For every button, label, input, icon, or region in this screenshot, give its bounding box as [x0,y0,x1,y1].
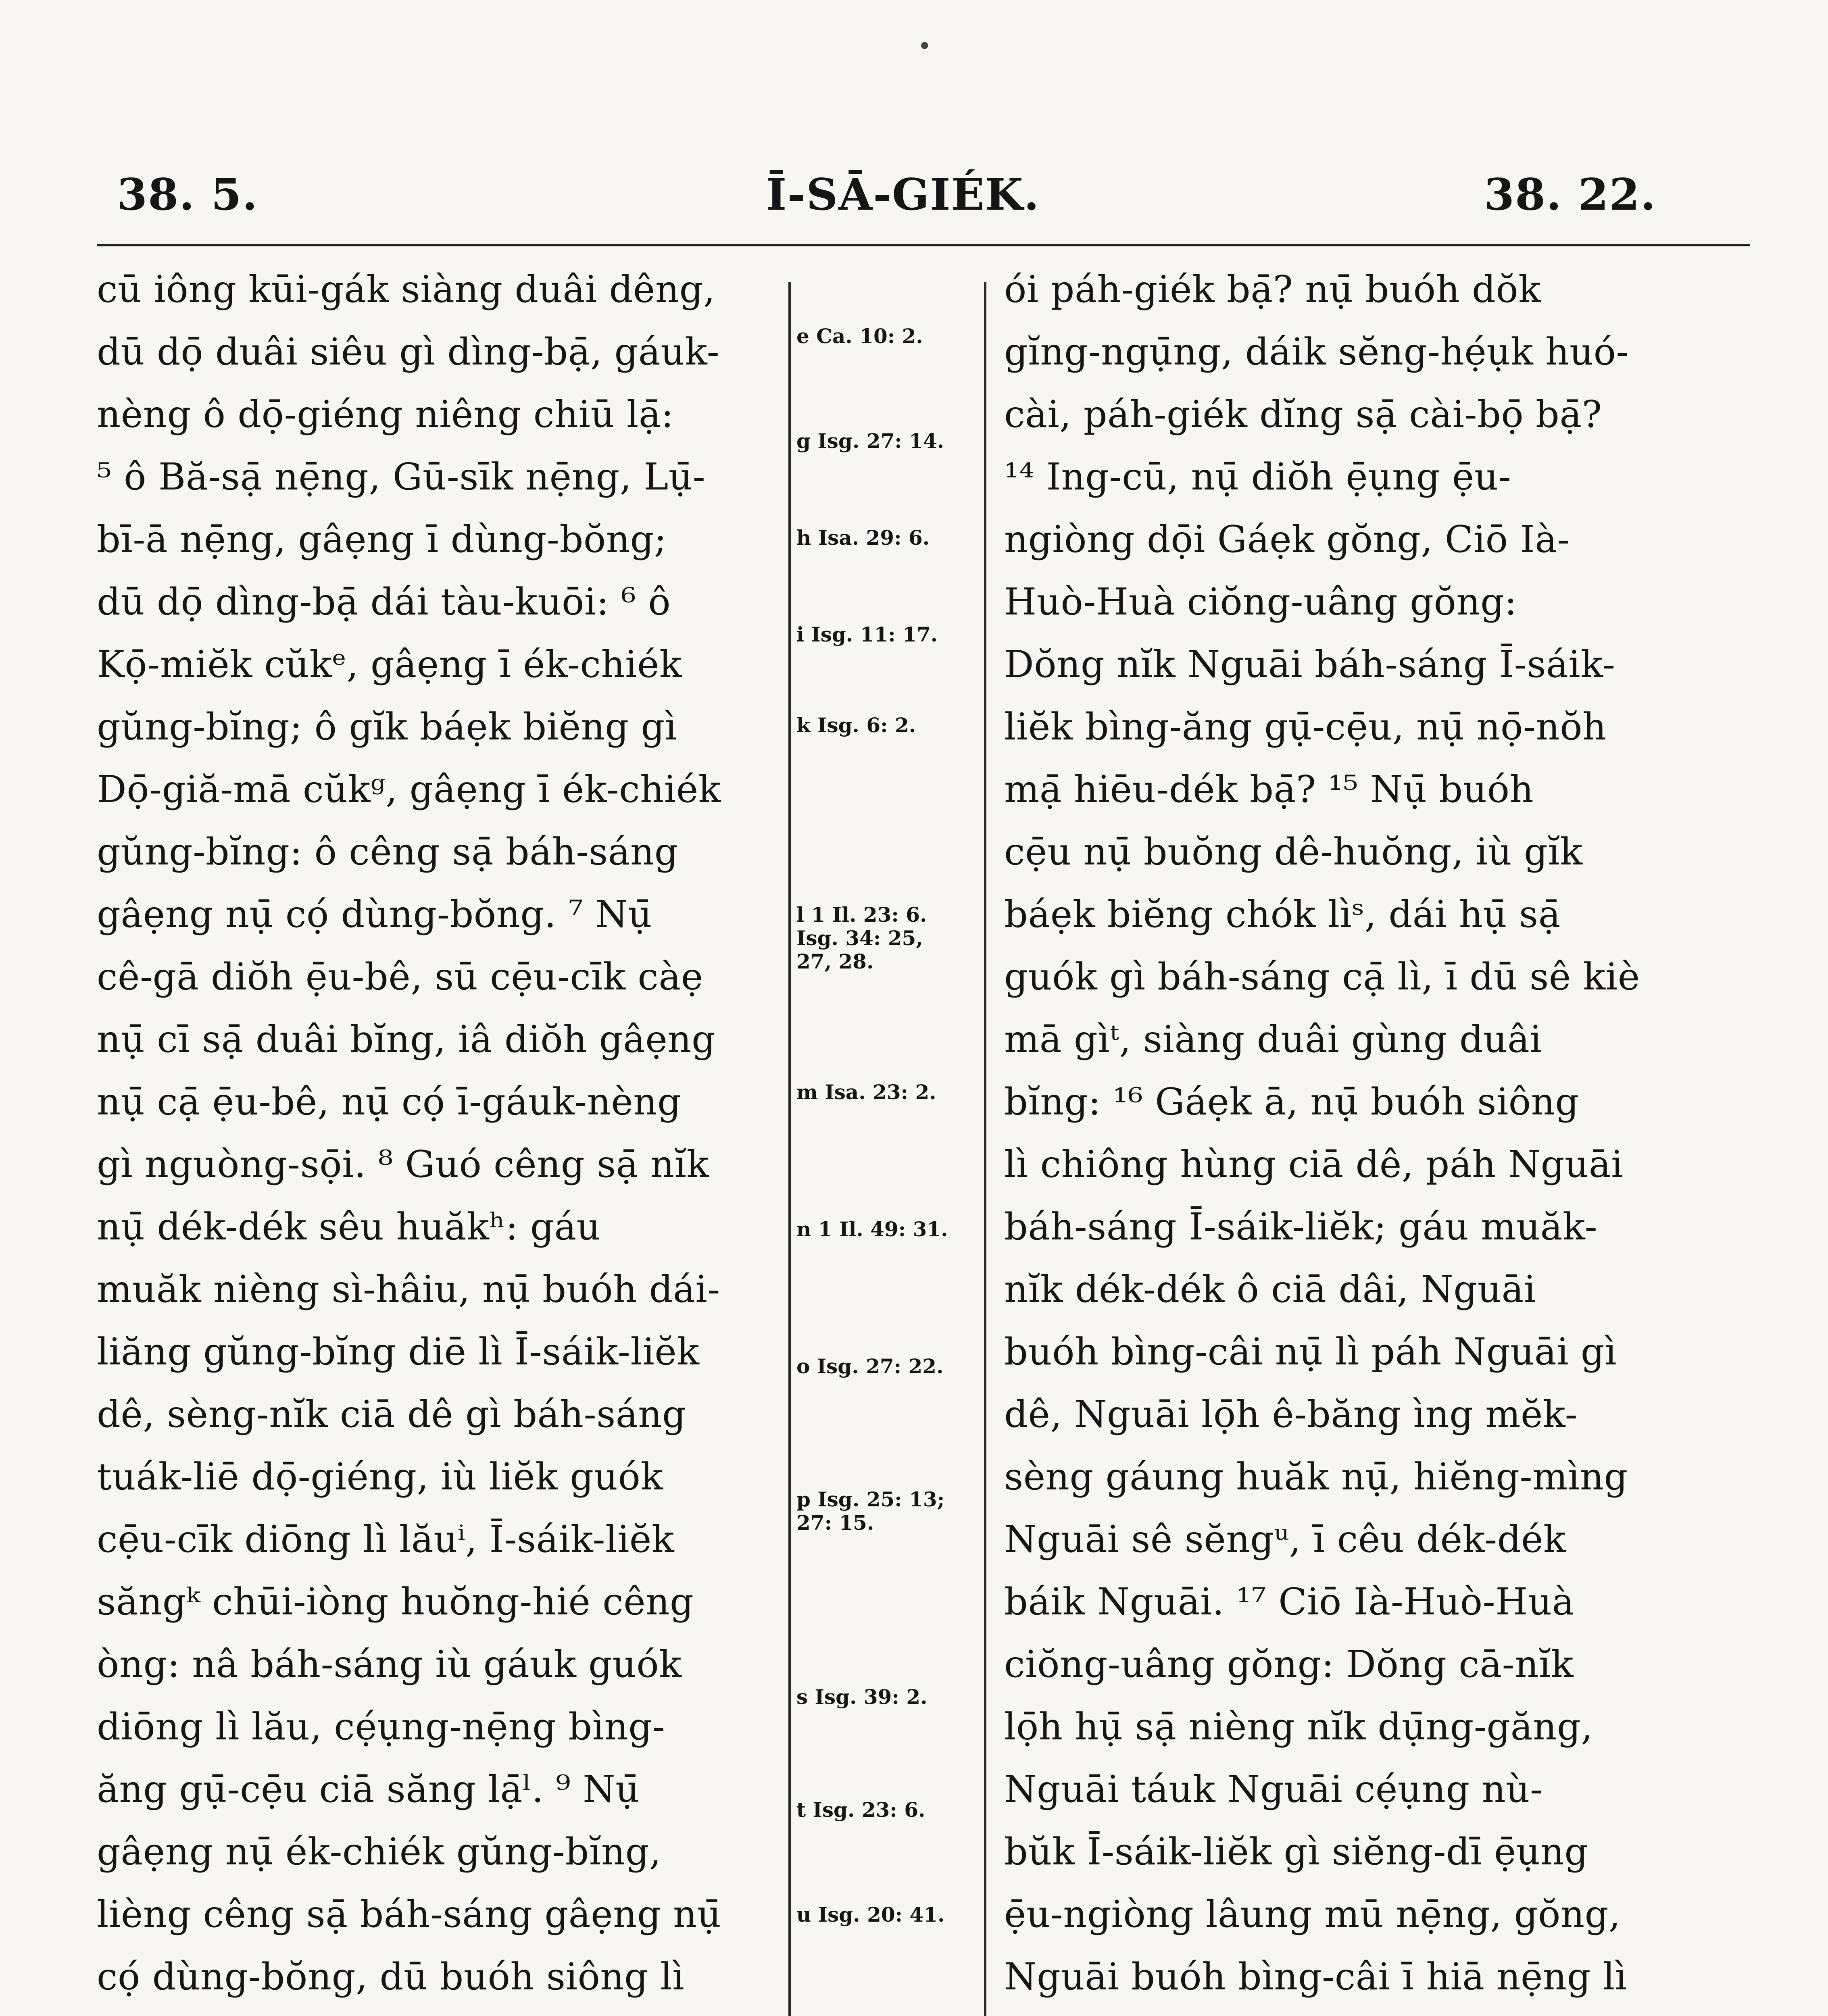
running-header [0,169,1828,226]
text-line: liĕk bìng-ăng gụ̄-cẹ̄u, nụ̄ nọ̄-nŏh [1004,705,1607,748]
text-line: nụ̄ cī sạ̄ duâi bĭng, iâ diŏh gâẹng [97,1018,716,1061]
text-line: gĭng-ngụ̄ng, dáik sĕng-hẹ́ụk huó- [1004,330,1629,373]
cross-reference: g Isg. 27: 14. [796,429,944,453]
text-line: Nguāi buóh bìng-câi ī hiā nẹ̄ng lì [1004,1955,1627,1998]
text-line: săngᵏ chūi-iòng huŏng-hié cêng [97,1580,694,1623]
text-line: buóh bìng-câi nụ̄ lì páh Nguāi gì [1004,1330,1617,1373]
left-text-column [97,258,774,2016]
text-line: lì chiông hùng ciā dê, páh Nguāi [1004,1143,1623,1186]
text-line: báik Nguāi. ¹⁷ Ciō Ià-Huò-Huà [1004,1580,1575,1623]
text-line: nèng ô dọ̄-giéng niêng chiū lạ̄: [97,393,674,436]
text-line: Huò-Huà ciŏng-uâng gŏng: [1004,580,1517,623]
print-speck: • [917,32,932,60]
text-line: Dŏng nĭk Nguāi báh-sáng Ī-sáik- [1004,643,1615,686]
text-line: cê-gā diŏh ẹ̄u-bê, sū cẹ̄u-cīk càẹ [97,955,703,998]
cross-reference: p Isg. 25: 13; 27: 15. [796,1487,945,1535]
text-line: dū dọ̄ dìng-bạ̄ dái tàu-kuōi: ⁶ ô [97,580,671,623]
text-line [97,2008,774,2016]
text-line: liăng gŭng-bĭng diē lì Ī-sáik-liĕk [97,1330,700,1373]
text-line: ⁵ ô Bă-sạ̄ nẹ̄ng, Gū-sīk nẹ̄ng, Lụ̄- [97,455,706,498]
text-line: mạ̄ hiēu-dék bạ̄? ¹⁵ Nụ̄ buóh [1004,768,1534,811]
text-line: diōng lì lău, cẹ́ụng-nẹ̄ng bìng- [97,1705,665,1748]
text-line: mā gìᵗ, siàng duâi gùng duâi [1004,1018,1542,1061]
cross-reference: k Isg. 6: 2. [796,713,916,737]
text-line: bī-ā nẹ̄ng, gâẹng ī dùng-bŏng; [97,518,667,561]
text-line: ói páh-giék bạ̄? nụ̄ buóh dŏk [1004,268,1541,311]
text-line: ngiòng dọ̄i Gáẹk gŏng, Ciō Ià- [1004,518,1570,561]
text-line: ăng gụ̄-cẹ̄u ciā săng lạ̄ˡ. ⁹ Nụ̄ [97,1768,640,1811]
text-line: dê, sèng-nĭk ciā dê gì báh-sáng [97,1393,686,1436]
right-text-column [1004,258,1690,2016]
text-line: lọ̄h hụ̄ sạ̄ nièng nĭk dụ̄ng-găng, [1004,1705,1593,1748]
text-line: ¹⁴ Ing-cū, nụ̄ diŏh ẹ̄ụng ẹ̄u- [1004,455,1511,498]
cross-reference: t Isg. 23: 6. [796,1798,925,1822]
text-line: òng: nâ báh-sáng iù gáuk guók [97,1643,682,1686]
text-line: Dọ̄-giă-mā cŭkᵍ, gâẹng ī ék-chiék [97,768,721,811]
text-line: Nguāi táuk Nguāi cẹ́ụng nù- [1004,1768,1543,1811]
header-chapter-verse-start: 38. 5. [117,169,258,220]
text-line: bĭng: ¹⁶ Gáẹk ā, nụ̄ buóh siông [1004,1080,1579,1123]
text-line: gŭng-bĭng; ô gĭk báẹk biĕng gì [97,705,677,748]
cross-reference: o Isg. 27: 22. [796,1354,944,1378]
cross-reference: i Isg. 11: 17. [796,623,938,646]
text-line: nụ̄ dék-dék sêu huăkʰ: gáu [97,1205,601,1248]
text-line: Kọ̄-miĕk cŭkᵉ, gâẹng ī ék-chiék [97,643,682,686]
text-line: lièng cêng sạ̄ báh-sáng gâẹng nụ̄ [97,1893,721,1936]
text-line: cẹ̄u nụ̄ buŏng dê-huŏng, iù gĭk [1004,830,1583,873]
text-line: nĭk dék-dék ô ciā dâi, Nguāi [1004,1268,1536,1311]
text-line: guók gì báh-sáng cạ̄ lì, ī dū sê kiè [1004,955,1640,998]
cross-reference: h Isa. 29: 6. [796,526,930,550]
text-line: dê, Nguāi lọ̄h ê-băng ìng mĕk- [1004,1393,1578,1436]
header-book-title: Ī-SĀ-GIÉK. [766,169,1040,220]
cross-reference: u Isg. 20: 41. [796,1903,945,1926]
header-chapter-verse-end: 38. 22. [1484,169,1657,220]
text-line: Nguāi sê sĕngᵘ, ī cêu dék-dék [1004,1518,1566,1561]
text-line: tuák-liē dọ̄-giéng, iù liĕk guók [97,1455,663,1498]
cross-reference: l 1 Il. 23: 6. Isg. 34: 25, 27, 28. [796,903,927,973]
text-line: muăk nièng sì-hâiu, nụ̄ buóh dái- [97,1268,720,1311]
text-line: cài, páh-giék dĭng sạ̄ cài-bọ̄ bạ̄? [1004,393,1602,436]
text-line: ciŏng-uâng gŏng: Dŏng cā-nĭk [1004,1643,1574,1686]
text-line: gì nguòng-sọ̄i. ⁸ Guó cêng sạ̄ nĭk [97,1143,709,1186]
text-line: gâẹng nụ̄ ék-chiék gŭng-bĭng, [97,1830,661,1873]
text-line [1004,2008,1690,2016]
text-line: cū iông kūi-gák siàng duâi dêng, [97,268,715,311]
text-line: dū dọ̄ duâi siêu gì dìng-bạ̄, gáuk- [97,330,720,373]
text-line: bŭk Ī-sáik-liĕk gì siĕng-dī ẹ̄ụng [1004,1830,1588,1873]
cross-reference: m Isa. 23: 2. [796,1080,936,1104]
cross-reference: n 1 Il. 49: 31. [796,1217,948,1241]
text-line: báh-sáng Ī-sáik-liĕk; gáu muăk- [1004,1205,1598,1248]
text-line: cọ́ dùng-bŏng, dū buóh siông lì [97,1955,685,1998]
column-divider-right [984,282,986,2016]
column-divider-left [788,282,791,2016]
text-line: sèng gáung huăk nụ̄, hiĕng-mìng [1004,1455,1628,1498]
text-line: ẹ̄u-ngiòng lâung mū nẹ̄ng, gŏng, [1004,1893,1621,1936]
text-line: cẹ̄u-cīk diōng lì lăuⁱ, Ī-sáik-liĕk [97,1518,675,1561]
cross-reference-column [796,258,978,2016]
text-line: báẹk biĕng chók lìˢ, dái hụ̄ sạ̄ [1004,893,1561,936]
text-line: gŭng-bĭng: ô cêng sạ̄ báh-sáng [97,830,679,873]
header-rule [97,244,1750,246]
cross-reference: e Ca. 10: 2. [796,324,923,348]
text-line: gâẹng nụ̄ cọ́ dùng-bŏng. ⁷ Nụ̄ [97,893,652,936]
cross-reference: s Isg. 39: 2. [796,1685,928,1709]
text-line: nụ̄ cạ̄ ẹ̄u-bê, nụ̄ cọ́ ī-gáuk-nèng [97,1080,682,1123]
